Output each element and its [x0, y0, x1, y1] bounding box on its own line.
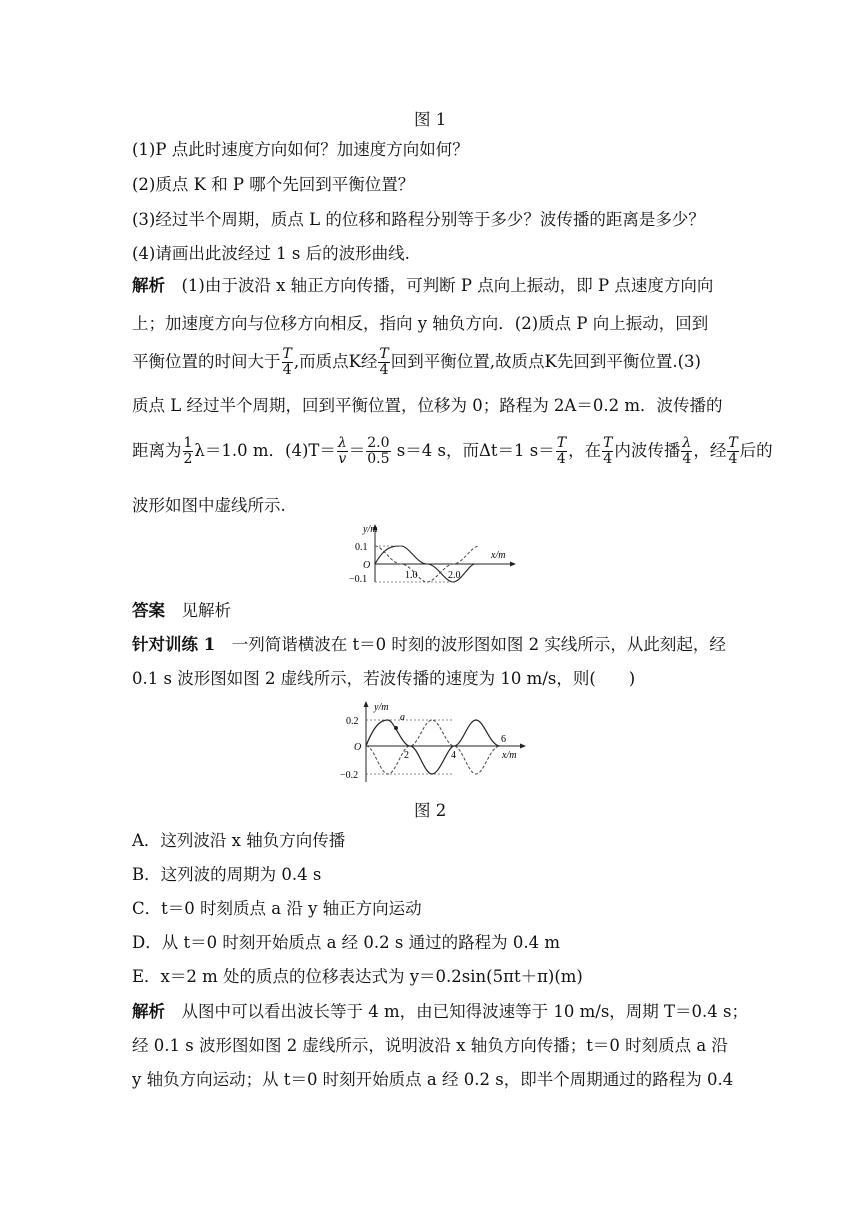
fraction-t-over-4: $\frac{T}{4}$ — [556, 435, 567, 467]
analysis-text: 平衡位置的时间大于 — [132, 352, 281, 371]
analysis-2-line-1 — [132, 1002, 748, 1022]
answer-line — [132, 601, 231, 621]
x-tick-4: 4 — [451, 750, 456, 761]
y-axis-arrow-icon — [364, 701, 369, 707]
analysis-text: λ＝1.0 m．(4)T＝ — [194, 441, 336, 460]
x-axis-label: x/m — [502, 750, 517, 761]
fraction-t-over-4: $\frac{T}{4}$ — [603, 435, 613, 467]
fraction-1-over-2: $\frac{1}{2}$ — [183, 435, 193, 467]
origin-label: O — [363, 560, 371, 571]
fraction-lambda-over-v: $\frac{\lambda}{v}$ — [337, 435, 347, 467]
y-axis-label: y/m — [363, 524, 378, 535]
analysis-text: s＝4 s，而Δt＝1 s＝ — [391, 441, 555, 460]
point-a-label: a — [400, 712, 405, 723]
answer-label: 答案 — [132, 601, 165, 620]
analysis-text: ＝ — [348, 441, 366, 460]
analysis-text: 回到平衡位置,故质点K先回到平衡位置.(3) — [390, 352, 701, 371]
y-tick-bottom: −0.1 — [349, 574, 368, 584]
x-tick-2: 2 — [404, 750, 409, 761]
question-1: (1)P 点此时速度方向如何？加速度方向如何？ — [132, 140, 469, 159]
analysis-text: 后的 — [739, 441, 773, 460]
y-tick-bottom: −0.2 — [340, 770, 359, 781]
analysis-text: 距离为 — [132, 441, 182, 460]
x-axis-arrow-icon — [520, 744, 526, 749]
training-text: 一列简谐横波在 t＝0 时刻的波形图如图 2 实线所示，从此刻起，经 — [231, 635, 726, 654]
y-tick-top: 0.1 — [355, 542, 368, 553]
analysis-1-line-1 — [132, 276, 713, 296]
wave-figure-2 — [336, 698, 532, 786]
option-c: C．t＝0 时刻质点 a 沿 y 轴正方向运动 — [132, 899, 422, 918]
analysis-label: 解析 — [132, 276, 165, 295]
training-label: 针对训练 1 — [132, 635, 216, 654]
fraction-lambda-over-4: $\frac{\lambda}{4}$ — [682, 435, 692, 467]
x-tick-1: 1.0 — [405, 570, 418, 581]
option-a: A．这列波沿 x 轴负方向传播 — [132, 831, 346, 850]
analysis-text: ，经 — [693, 441, 727, 460]
fraction-t-over-4: $\frac{T}{4}$ — [379, 346, 389, 378]
question-2: (2)质点 K 和 P 哪个先回到平衡位置？ — [132, 175, 415, 194]
figure-1-caption: 图 1 — [414, 110, 447, 129]
analysis-1-line-6: 波形如图中虚线所示. — [132, 496, 286, 515]
analysis-1-line-3 — [132, 347, 701, 378]
analysis-2-line-2: 经 0.1 s 波形图如图 2 虚线所示，说明波沿 x 轴负方向传播；t＝0 时刻质点 a 沿 — [132, 1036, 728, 1055]
analysis-label: 解析 — [132, 1002, 165, 1021]
analysis-1-line-2: 上；加速度方向与位移方向相反，指向 y 轴负方向．(2)质点 P 向上振动，回到 — [132, 314, 709, 333]
analysis-text: ，在 — [568, 441, 602, 460]
analysis-1-line-4: 质点 L 经过半个周期，回到平衡位置，位移为 0；路程为 2A＝0.2 m．波传播的 — [132, 396, 723, 415]
analysis-1-line-5 — [132, 436, 773, 467]
fraction-t-over-4: $\frac{T}{4}$ — [728, 435, 738, 467]
point-a — [394, 726, 398, 730]
figure-2-caption: 图 2 — [414, 801, 447, 820]
x-tick-6: 6 — [501, 734, 506, 745]
training-line-2: 0.1 s 波形图如图 2 虚线所示，若波传播的速度为 10 m/s，则( ) — [132, 669, 636, 688]
option-e: E．x＝2 m 处的质点的位移表达式为 y＝0.2sin(5πt＋π)(m) — [132, 967, 583, 986]
fraction-2-over-05: $\frac{2.0}{0.5}$ — [367, 435, 390, 467]
analysis-text: 内波传播 — [614, 441, 681, 460]
analysis-text: (1)由于波沿 x 轴正方向传播，可判断 P 点向上振动，即 P 点速度方向向 — [181, 276, 714, 295]
x-axis-arrow-icon — [510, 562, 516, 567]
x-axis-label: x/m — [491, 550, 506, 561]
dashed-wave-curve — [366, 720, 500, 774]
training-line-1 — [132, 635, 726, 655]
origin-label: O — [354, 742, 362, 753]
analysis-text: 从图中可以看出波长等于 4 m，由已知得波速等于 10 m/s，周期 T＝0.4 s； — [181, 1002, 748, 1021]
option-b: B．这列波的周期为 0.4 s — [132, 865, 322, 884]
fraction-t-over-4: $\frac{T}{4}$ — [282, 346, 292, 378]
solid-wave-curve — [366, 720, 500, 774]
analysis-text: ,而质点K经 — [293, 352, 378, 371]
option-d: D．从 t＝0 时刻开始质点 a 经 0.2 s 通过的路程为 0.4 m — [132, 933, 560, 952]
analysis-2-line-3: y 轴负方向运动；从 t＝0 时刻开始质点 a 经 0.2 s，即半个周期通过的路程为 0.4 — [132, 1070, 734, 1089]
y-axis-label: y/m — [374, 702, 389, 713]
answer-text: 见解析 — [181, 601, 231, 620]
wave-figure-small — [345, 522, 520, 584]
x-tick-2: 2.0 — [448, 570, 461, 581]
question-4: (4)请画出此波经过 1 s 后的波形曲线. — [132, 244, 410, 263]
y-tick-top: 0.2 — [346, 716, 359, 727]
question-3: (3)经过半个周期，质点 L 的位移和路程分别等于多少？波传播的距离是多少？ — [132, 210, 705, 229]
